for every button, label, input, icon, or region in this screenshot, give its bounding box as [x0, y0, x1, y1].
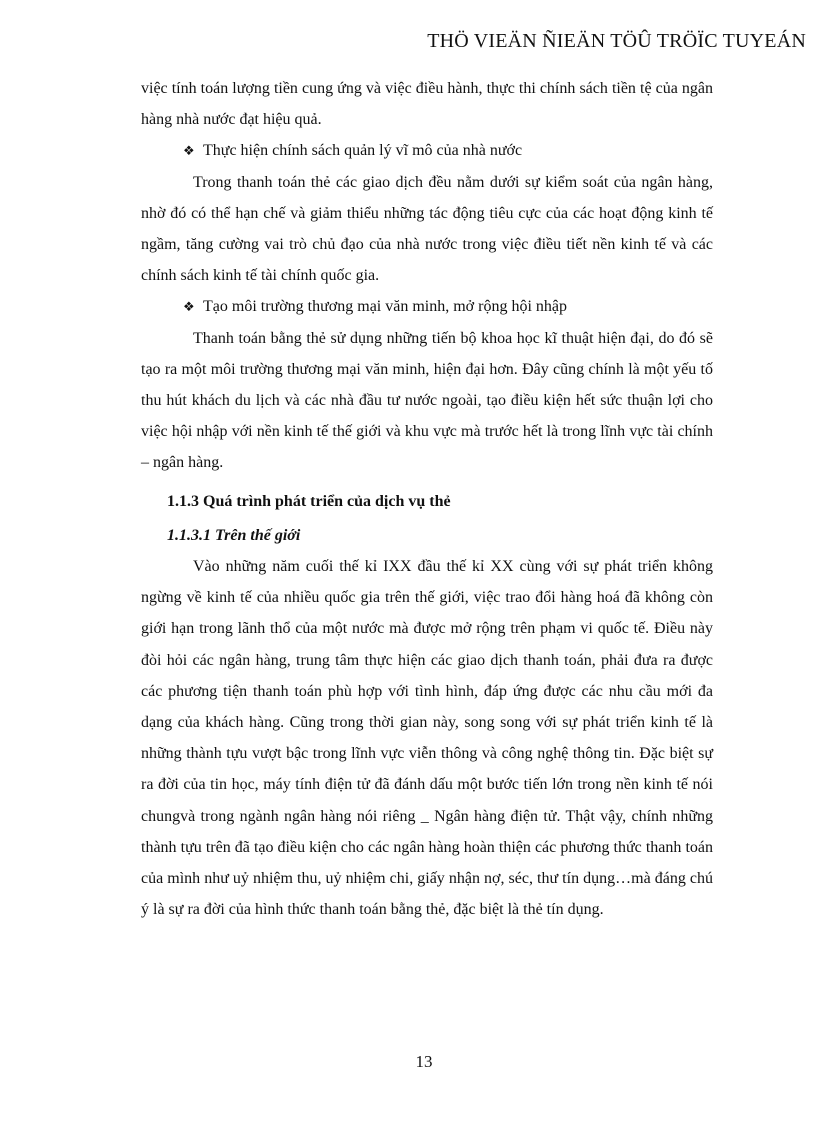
- bullet-item-label: Tạo môi trường thương mại văn minh, mở rộng hội nhập: [203, 298, 568, 316]
- page-number: 13: [415, 1052, 433, 1071]
- paragraph-continuation: việc tính toán lượng tiền cung ứng và việc điều hành, thực thi chính sách tiền tệ của ngân hàng nhà nước đạt hiệu quả.: [141, 80, 713, 129]
- paragraph-card-technology: Thanh toán bằng thẻ sử dụng những tiến bộ khoa học kĩ thuật hiện đại, do đó sẽ tạo ra một môi trường thương mại văn minh, hiện đại hơn. Đây cũng chính là một yếu tố thu hút khách du lịch và các nhà đầu tư nước ngoài, tạo điều kiện hết sức thuận lợi cho việc hội nhập với nền kinh tế thế giới và khu vực mà trước hết là trong lĩnh vực tài chính – ngân hàng.: [141, 329, 713, 472]
- bullet-item-label: Thực hiện chính sách quản lý vĩ mô của nhà nước: [203, 142, 523, 160]
- subsection-heading-1-1-3-1: 1.1.3.1 Trên thế giới: [167, 526, 301, 544]
- diamond-bullet-icon: ❖: [183, 299, 195, 315]
- paragraph-world-history: Vào những năm cuối thế kỉ IXX đầu thế kỉ XX cùng với sự phát triển không ngừng về kinh tế của nhiều quốc gia trên thế giới, việc trao đổi hàng hoá đã không còn giới hạn trong lãnh thổ của một nước mà được mở rộng trên phạm vi quốc tế. Điều này đòi hỏi các ngân hàng, trung tâm thực hiện các giao dịch thanh toán, phải đưa ra được các phương tiện thanh toán phù hợp với tình hình, đáp ứng được các nhu cầu mới đa dạng của khách hàng. Cũng trong thời gian này, song song với sự phát triển kinh tế là những thành tựu vượt bậc trong lĩnh vực viễn thông và công nghệ thông tin. Đặc biệt sự ra đời của tin học, máy tính điện tử đã đánh dấu một bước tiến lớn trong nền kinh tế nói chungvà trong ngành ngân hàng nói riêng _ Ngân hàng điện tử. Thật vậy, chính những thành tựu trên đã tạo điều kiện cho các ngân hàng hoàn thiện các phương thức thanh toán của mình như uỷ nhiệm thu, uỷ nhiệm chi, giấy nhận nợ, séc, thư tín dụng…mà đáng chú ý là sự ra đời của hình thức thanh toán bằng thẻ, đặc biệt là thẻ tín dụng.: [141, 558, 713, 919]
- bullet-item-macro-policy: [141, 135, 713, 166]
- page-body: [141, 73, 713, 925]
- bullet-item-trade-environment: [141, 291, 713, 322]
- running-header: THÖ VIEÄN ÑIEÄN TÖÛ TRÖÏC TUYEÁN: [427, 30, 806, 52]
- diamond-bullet-icon: ❖: [183, 143, 195, 159]
- paragraph-card-control: Trong thanh toán thẻ các giao dịch đều nằm dưới sự kiểm soát của ngân hàng, nhờ đó có thể hạn chế và giảm thiểu những tác động tiêu cực của các hoạt động kinh tế ngầm, tăng cường vai trò chủ đạo của nhà nước trong việc điều tiết nền kinh tế và các chính sách kinh tế tài chính quốc gia.: [141, 173, 713, 285]
- section-heading-1-1-3: 1.1.3 Quá trình phát triển của dịch vụ thẻ: [167, 492, 451, 510]
